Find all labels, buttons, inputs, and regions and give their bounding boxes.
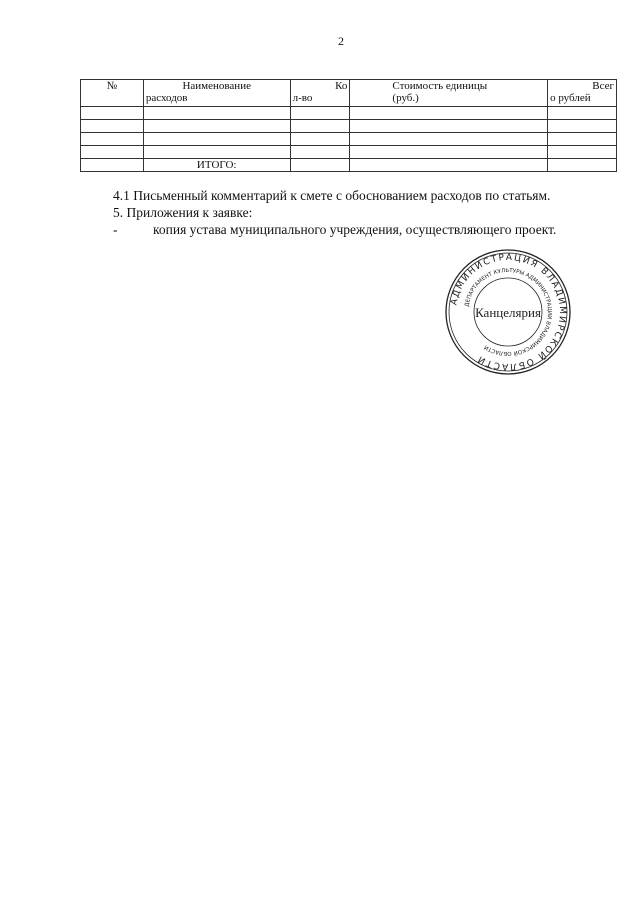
stamp-outer-text: АДМИНИСТРАЦИЯ ВЛАДИМИРСКОЙ ОБЛАСТИ [449,252,568,372]
header-total: Всег о рублей [548,80,617,107]
stamp-center-text: Канцелярия [475,305,541,320]
budget-table [80,79,617,172]
header-num: № [81,80,144,107]
table-row [81,120,617,133]
stamp-inner-text: ДЕПАРТАМЕНТ КУЛЬТУРЫ АДМИНИСТРАЦИИ ВЛАДИМИРСКОЙ ОБЛАСТИ [464,267,553,357]
attachments-heading: 5. Приложения к заявке: [113,205,253,220]
bullet-dash: - [113,222,118,237]
table-row [81,146,617,159]
attachment-item: копия устава муниципального учреждения, осуществляющего проект. [153,222,557,237]
table-row [81,133,617,146]
table-header-row [81,80,617,107]
header-cost: Стоимость единицы (руб.) [350,80,548,107]
table-row [81,107,617,120]
page-number: 2 [338,34,344,48]
total-row [81,159,617,172]
header-name: Наименование расходов [143,80,290,107]
total-label: ИТОГО: [143,159,290,172]
comment-line: 4.1 Письменный комментарий к смете с обоснованием расходов по статьям. [113,188,551,203]
official-stamp [443,247,573,377]
header-qty: Ко л-во [290,80,350,107]
